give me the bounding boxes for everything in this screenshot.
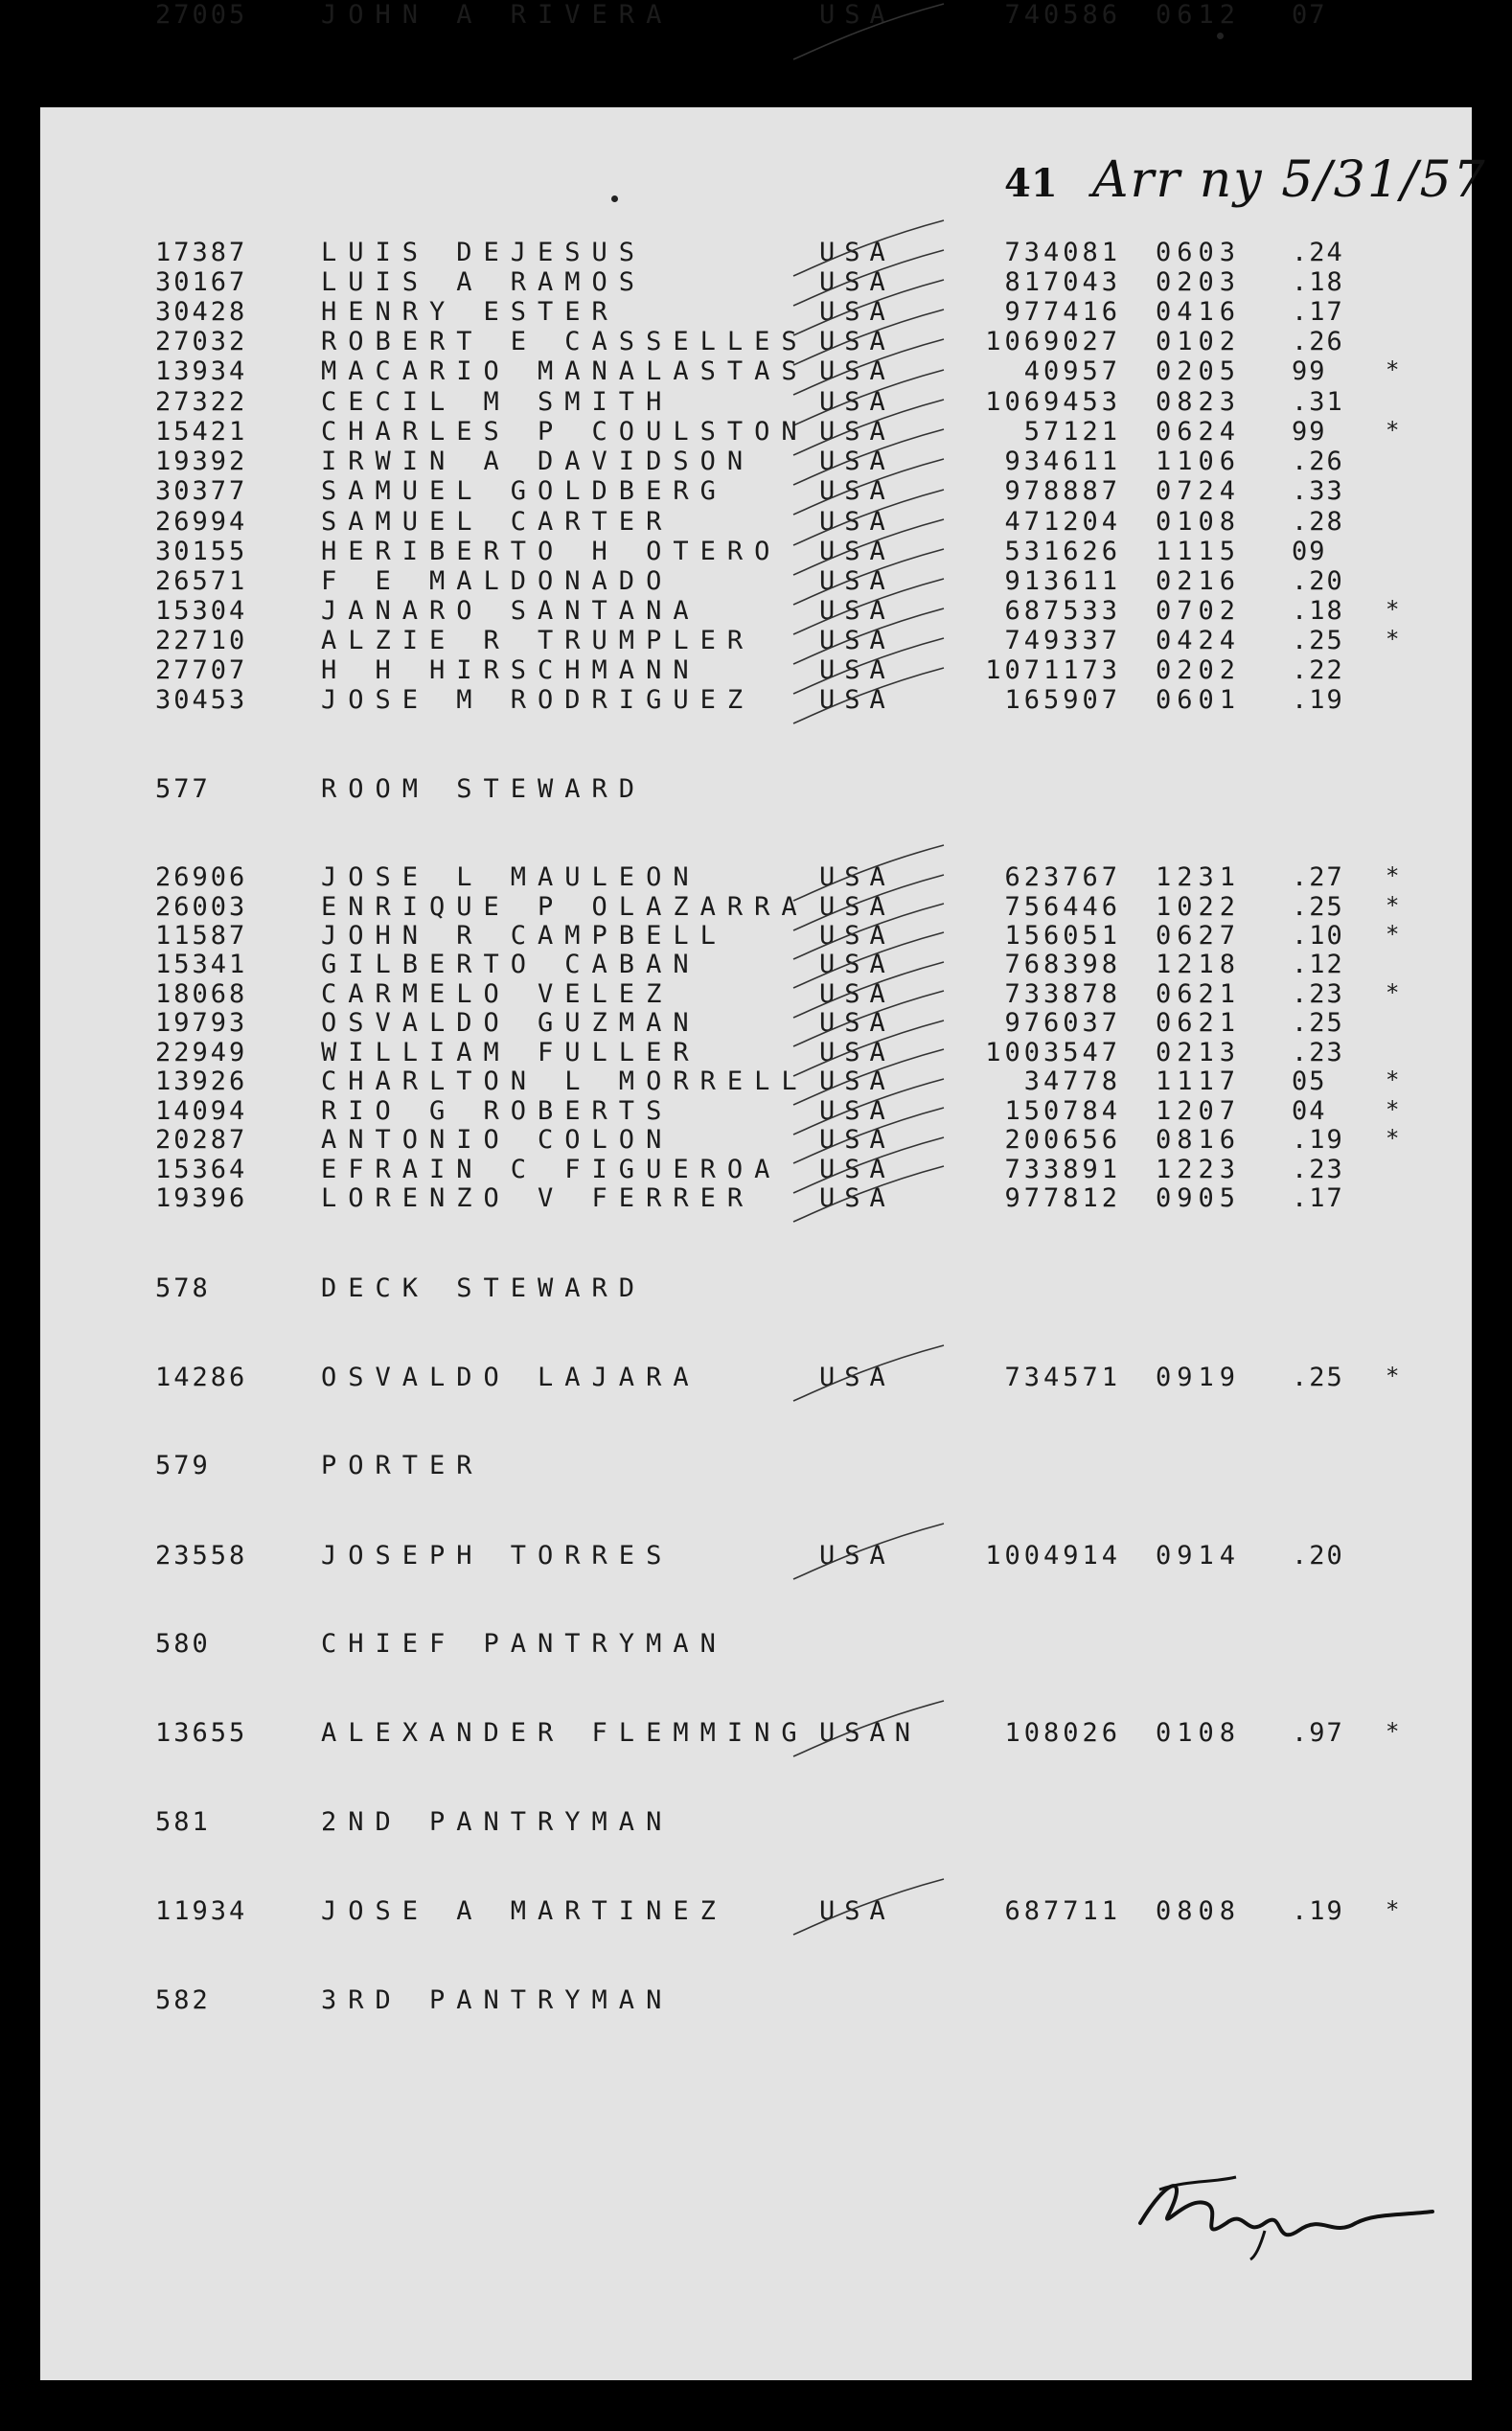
reference-number: 531626 [1004, 537, 1121, 566]
crew-row [0, 0, 1512, 31]
reference-number: 687533 [1004, 596, 1121, 626]
crew-row [0, 417, 1512, 447]
crew-number: 26003 [155, 892, 248, 922]
crew-name: JOSE L MAULEON [321, 862, 700, 892]
reference-number: 108026 [1004, 1718, 1121, 1748]
rate: 05 [1292, 1066, 1327, 1096]
crew-number: 22949 [155, 1038, 248, 1067]
nationality: USA [819, 387, 895, 417]
crew-name: JOSE A MARTINEZ [321, 1896, 727, 1926]
reference-number: 733891 [1004, 1155, 1121, 1184]
crew-name: OSVALDO LAJARA [321, 1363, 700, 1392]
crew-row [0, 1896, 1512, 1927]
date-code: 0108 [1156, 1718, 1242, 1748]
crew-row [0, 507, 1512, 538]
reference-number: 200656 [1004, 1125, 1121, 1155]
crew-name: IRWIN A DAVIDSON [321, 447, 755, 476]
rate: .19 [1292, 1896, 1344, 1926]
rate: .97 [1292, 1718, 1344, 1748]
crew-name: CHARLES P COULSTON [321, 417, 809, 447]
crew-number: 19392 [155, 447, 248, 476]
star-mark: * [1386, 892, 1403, 919]
crew-number: 15364 [155, 1155, 248, 1184]
reference-number: 733878 [1004, 979, 1121, 1009]
section-title: DECK STEWARD [321, 1273, 647, 1303]
nationality: USA [819, 356, 895, 386]
rate: 99 [1292, 356, 1327, 386]
date-code: 0627 [1156, 921, 1242, 951]
rate: .20 [1292, 1541, 1344, 1571]
date-code: 0919 [1156, 1363, 1242, 1392]
rate: .22 [1292, 655, 1344, 685]
star-mark: * [1386, 862, 1403, 889]
rate: .26 [1292, 327, 1344, 356]
crew-row [0, 1038, 1512, 1068]
reference-number: 1004914 [985, 1541, 1121, 1571]
rate: .26 [1292, 447, 1344, 476]
check-mark [786, 1697, 949, 1764]
crew-name: JOSEPH TORRES [321, 1541, 674, 1571]
reference-number: 57121 [1023, 417, 1121, 447]
crew-name: HENRY ESTER [321, 297, 619, 327]
star-mark: * [1386, 1125, 1403, 1152]
crew-number: 13934 [155, 356, 248, 386]
crew-row [0, 476, 1512, 507]
crew-row [0, 979, 1512, 1010]
rate: .17 [1292, 297, 1344, 327]
crew-name: F E MALDONADO [321, 566, 674, 596]
section-heading [0, 1451, 1512, 1481]
crew-name: JOSE M RODRIGUEZ [321, 685, 755, 715]
crew-row [0, 566, 1512, 597]
nationality: USA [819, 0, 895, 30]
star-mark: * [1386, 979, 1403, 1006]
rate: .19 [1292, 685, 1344, 715]
nationality: USA [819, 1125, 895, 1155]
nationality: USA [819, 1363, 895, 1392]
crew-name: CHARLTON L MORRELL [321, 1066, 809, 1096]
reference-number: 749337 [1004, 626, 1121, 655]
nationality: USA [819, 1038, 895, 1067]
date-code: 0424 [1156, 626, 1242, 655]
handwritten-arrival-note: Arr ny 5/31/57 [1092, 151, 1487, 209]
date-code: 0612 [1156, 0, 1242, 30]
crew-number: 26906 [155, 862, 248, 892]
section-code: 581 [155, 1807, 211, 1837]
date-code: 1022 [1156, 892, 1242, 922]
crew-row [0, 1066, 1512, 1097]
crew-number: 30428 [155, 297, 248, 327]
date-code: 0702 [1156, 596, 1242, 626]
crew-row [0, 447, 1512, 477]
date-code: 0203 [1156, 267, 1242, 297]
nationality: USA [819, 626, 895, 655]
star-mark: * [1386, 596, 1403, 623]
reference-number: 756446 [1004, 892, 1121, 922]
reference-number: 1069453 [985, 387, 1121, 417]
crew-row [0, 356, 1512, 387]
nationality: USA [819, 862, 895, 892]
crew-name: WILLIAM FULLER [321, 1038, 700, 1067]
crew-number: 30167 [155, 267, 248, 297]
reference-number: 913611 [1004, 566, 1121, 596]
date-code: 0905 [1156, 1183, 1242, 1213]
rate: .25 [1292, 1363, 1344, 1392]
nationality: USA [819, 566, 895, 596]
reference-number: 156051 [1004, 921, 1121, 951]
nationality: USA [819, 417, 895, 447]
crew-name: OSVALDO GUZMAN [321, 1008, 700, 1038]
rate: .24 [1292, 238, 1344, 267]
date-code: 0621 [1156, 979, 1242, 1009]
crew-row [0, 327, 1512, 357]
crew-name: H H HIRSCHMANN [321, 655, 700, 685]
date-code: 0603 [1156, 238, 1242, 267]
crew-row [0, 626, 1512, 656]
reference-number: 687711 [1004, 1896, 1121, 1926]
rate: .10 [1292, 921, 1344, 951]
reference-number: 1003547 [985, 1038, 1121, 1067]
date-code: 0102 [1156, 327, 1242, 356]
rate: .25 [1292, 892, 1344, 922]
reference-number: 740586 [1004, 0, 1121, 30]
page-number: 41 [1004, 161, 1058, 206]
crew-row [0, 1718, 1512, 1749]
crew-row [0, 238, 1512, 268]
rate: .19 [1292, 1125, 1344, 1155]
star-mark: * [1386, 1896, 1403, 1923]
nationality: USA [819, 297, 895, 327]
date-code: 1218 [1156, 950, 1242, 979]
rate: .33 [1292, 476, 1344, 506]
crew-row [0, 892, 1512, 923]
crew-number: 26571 [155, 566, 248, 596]
crew-number: 15304 [155, 596, 248, 626]
crew-name: GILBERTO CABAN [321, 950, 700, 979]
speck-mark [1217, 33, 1224, 39]
nationality: USA [819, 979, 895, 1009]
crew-number: 27005 [155, 0, 248, 30]
nationality: USA [819, 1541, 895, 1571]
rate: .23 [1292, 979, 1344, 1009]
crew-row [0, 596, 1512, 627]
crew-number: 30453 [155, 685, 248, 715]
crew-row [0, 387, 1512, 418]
crew-row [0, 1363, 1512, 1393]
date-code: 0624 [1156, 417, 1242, 447]
reference-number: 623767 [1004, 862, 1121, 892]
crew-name: RIO G ROBERTS [321, 1096, 674, 1126]
rate: .12 [1292, 950, 1344, 979]
crew-row [0, 297, 1512, 328]
crew-name: JANARO SANTANA [321, 596, 700, 626]
crew-number: 11934 [155, 1896, 248, 1926]
reference-number: 165907 [1004, 685, 1121, 715]
section-title: 3RD PANTRYMAN [321, 1985, 674, 2015]
crew-name: LORENZO V FERRER [321, 1183, 755, 1213]
crew-row [0, 537, 1512, 567]
speck-mark [611, 195, 618, 202]
rate: .17 [1292, 1183, 1344, 1213]
crew-name: JOHN R CAMPBELL [321, 921, 727, 951]
crew-row [0, 862, 1512, 893]
rate: .23 [1292, 1155, 1344, 1184]
star-mark: * [1386, 1066, 1403, 1093]
crew-number: 20287 [155, 1125, 248, 1155]
crew-name: CECIL M SMITH [321, 387, 674, 417]
section-code: 578 [155, 1273, 211, 1303]
rate: .31 [1292, 387, 1344, 417]
nationality: USA [819, 1155, 895, 1184]
crew-name: LUIS DEJESUS [321, 238, 647, 267]
reference-number: 34778 [1023, 1066, 1121, 1096]
crew-row [0, 655, 1512, 686]
reference-number: 978887 [1004, 476, 1121, 506]
reference-number: 734081 [1004, 238, 1121, 267]
check-mark [786, 1342, 949, 1409]
crew-row [0, 1541, 1512, 1571]
reference-number: 934611 [1004, 447, 1121, 476]
crew-number: 27707 [155, 655, 248, 685]
section-code: 582 [155, 1985, 211, 2015]
nationality: USA [819, 447, 895, 476]
crew-name: LUIS A RAMOS [321, 267, 647, 297]
rate: .18 [1292, 596, 1344, 626]
crew-number: 11587 [155, 921, 248, 951]
reference-number: 471204 [1004, 507, 1121, 537]
nationality: USA [819, 1066, 895, 1096]
crew-name: ANTONIO COLON [321, 1125, 674, 1155]
crew-number: 17387 [155, 238, 248, 267]
crew-number: 15341 [155, 950, 248, 979]
crew-number: 13655 [155, 1718, 248, 1748]
date-code: 0202 [1156, 655, 1242, 685]
date-code: 0808 [1156, 1896, 1242, 1926]
section-heading [0, 1273, 1512, 1304]
reference-number: 1069027 [985, 327, 1121, 356]
crew-name: SAMUEL GOLDBERG [321, 476, 727, 506]
crew-row [0, 1008, 1512, 1039]
crew-name: ROBERT E CASSELLES [321, 327, 809, 356]
nationality: USA [819, 1096, 895, 1126]
check-mark [786, 664, 949, 731]
nationality: USA [819, 507, 895, 537]
date-code: 0914 [1156, 1541, 1242, 1571]
rate: 99 [1292, 417, 1327, 447]
crew-number: 27032 [155, 327, 248, 356]
crew-number: 14286 [155, 1363, 248, 1392]
crew-name: ENRIQUE P OLAZARRA [321, 892, 809, 922]
rate: .18 [1292, 267, 1344, 297]
nationality: USA [819, 537, 895, 566]
crew-number: 27322 [155, 387, 248, 417]
crew-name: EFRAIN C FIGUEROA [321, 1155, 782, 1184]
crew-name: CARMELO VELEZ [321, 979, 674, 1009]
nationality: USA [819, 921, 895, 951]
reference-number: 817043 [1004, 267, 1121, 297]
date-code: 0601 [1156, 685, 1242, 715]
section-title: ROOM STEWARD [321, 774, 647, 804]
nationality: USAN [819, 1718, 921, 1748]
crew-name: MACARIO MANALASTAS [321, 356, 809, 386]
rate: .27 [1292, 862, 1344, 892]
star-mark: * [1386, 1718, 1403, 1745]
date-code: 0205 [1156, 356, 1242, 386]
star-mark: * [1386, 356, 1403, 383]
nationality: USA [819, 655, 895, 685]
date-code: 0213 [1156, 1038, 1242, 1067]
nationality: USA [819, 238, 895, 267]
star-mark: * [1386, 921, 1403, 948]
section-code: 579 [155, 1451, 211, 1480]
date-code: 0816 [1156, 1125, 1242, 1155]
rate: .23 [1292, 1038, 1344, 1067]
date-code: 0621 [1156, 1008, 1242, 1038]
crew-number: 19396 [155, 1183, 248, 1213]
crew-row [0, 921, 1512, 952]
reference-number: 976037 [1004, 1008, 1121, 1038]
crew-number: 23558 [155, 1541, 248, 1571]
crew-name: SAMUEL CARTER [321, 507, 674, 537]
reference-number: 40957 [1023, 356, 1121, 386]
section-heading [0, 1807, 1512, 1838]
star-mark: * [1386, 626, 1403, 653]
star-mark: * [1386, 1096, 1403, 1123]
date-code: 1231 [1156, 862, 1242, 892]
crew-number: 30377 [155, 476, 248, 506]
crew-row [0, 1096, 1512, 1127]
crew-row [0, 1183, 1512, 1214]
date-code: 1115 [1156, 537, 1242, 566]
section-title: CHIEF PANTRYMAN [321, 1629, 727, 1659]
crew-row [0, 1155, 1512, 1185]
crew-number: 14094 [155, 1096, 248, 1126]
reference-number: 977416 [1004, 297, 1121, 327]
nationality: USA [819, 476, 895, 506]
date-code: 1223 [1156, 1155, 1242, 1184]
star-mark: * [1386, 1363, 1403, 1389]
section-code: 580 [155, 1629, 211, 1659]
section-title: 2ND PANTRYMAN [321, 1807, 674, 1837]
rate: 09 [1292, 537, 1327, 566]
reference-number: 1071173 [985, 655, 1121, 685]
reference-number: 150784 [1004, 1096, 1121, 1126]
crew-number: 19793 [155, 1008, 248, 1038]
crew-number: 26994 [155, 507, 248, 537]
crew-number: 18068 [155, 979, 248, 1009]
date-code: 0724 [1156, 476, 1242, 506]
nationality: USA [819, 950, 895, 979]
section-title: PORTER [321, 1451, 484, 1480]
crew-row [0, 950, 1512, 980]
date-code: 0108 [1156, 507, 1242, 537]
crew-number: 22710 [155, 626, 248, 655]
check-mark [786, 1520, 949, 1587]
reference-number: 977812 [1004, 1183, 1121, 1213]
rate: 07 [1292, 0, 1327, 30]
crew-number: 13926 [155, 1066, 248, 1096]
handwritten-signature [1131, 2156, 1437, 2261]
rate: 04 [1292, 1096, 1327, 1126]
crew-row [0, 685, 1512, 716]
nationality: USA [819, 892, 895, 922]
rate: .25 [1292, 1008, 1344, 1038]
crew-name: HERIBERTO H OTERO [321, 537, 782, 566]
check-mark [786, 1875, 949, 1942]
nationality: USA [819, 1008, 895, 1038]
section-heading [0, 774, 1512, 805]
section-heading [0, 1629, 1512, 1660]
nationality: USA [819, 1183, 895, 1213]
section-code: 577 [155, 774, 211, 804]
rate: .20 [1292, 566, 1344, 596]
rate: .25 [1292, 626, 1344, 655]
date-code: 1117 [1156, 1066, 1242, 1096]
crew-number: 15421 [155, 417, 248, 447]
check-mark [786, 0, 949, 67]
crew-row [0, 267, 1512, 298]
nationality: USA [819, 596, 895, 626]
reference-number: 734571 [1004, 1363, 1121, 1392]
section-heading [0, 1985, 1512, 2016]
crew-name: ALEXANDER FLEMMING [321, 1718, 809, 1748]
rate: .28 [1292, 507, 1344, 537]
crew-name: ALZIE R TRUMPLER [321, 626, 755, 655]
date-code: 0823 [1156, 387, 1242, 417]
date-code: 1207 [1156, 1096, 1242, 1126]
crew-row [0, 1125, 1512, 1156]
date-code: 1106 [1156, 447, 1242, 476]
nationality: USA [819, 327, 895, 356]
reference-number: 768398 [1004, 950, 1121, 979]
check-mark [786, 1162, 949, 1229]
star-mark: * [1386, 417, 1403, 444]
date-code: 0216 [1156, 566, 1242, 596]
crew-number: 30155 [155, 537, 248, 566]
nationality: USA [819, 685, 895, 715]
crew-name: JOHN A RIVERA [321, 0, 674, 30]
nationality: USA [819, 1896, 895, 1926]
nationality: USA [819, 267, 895, 297]
date-code: 0416 [1156, 297, 1242, 327]
